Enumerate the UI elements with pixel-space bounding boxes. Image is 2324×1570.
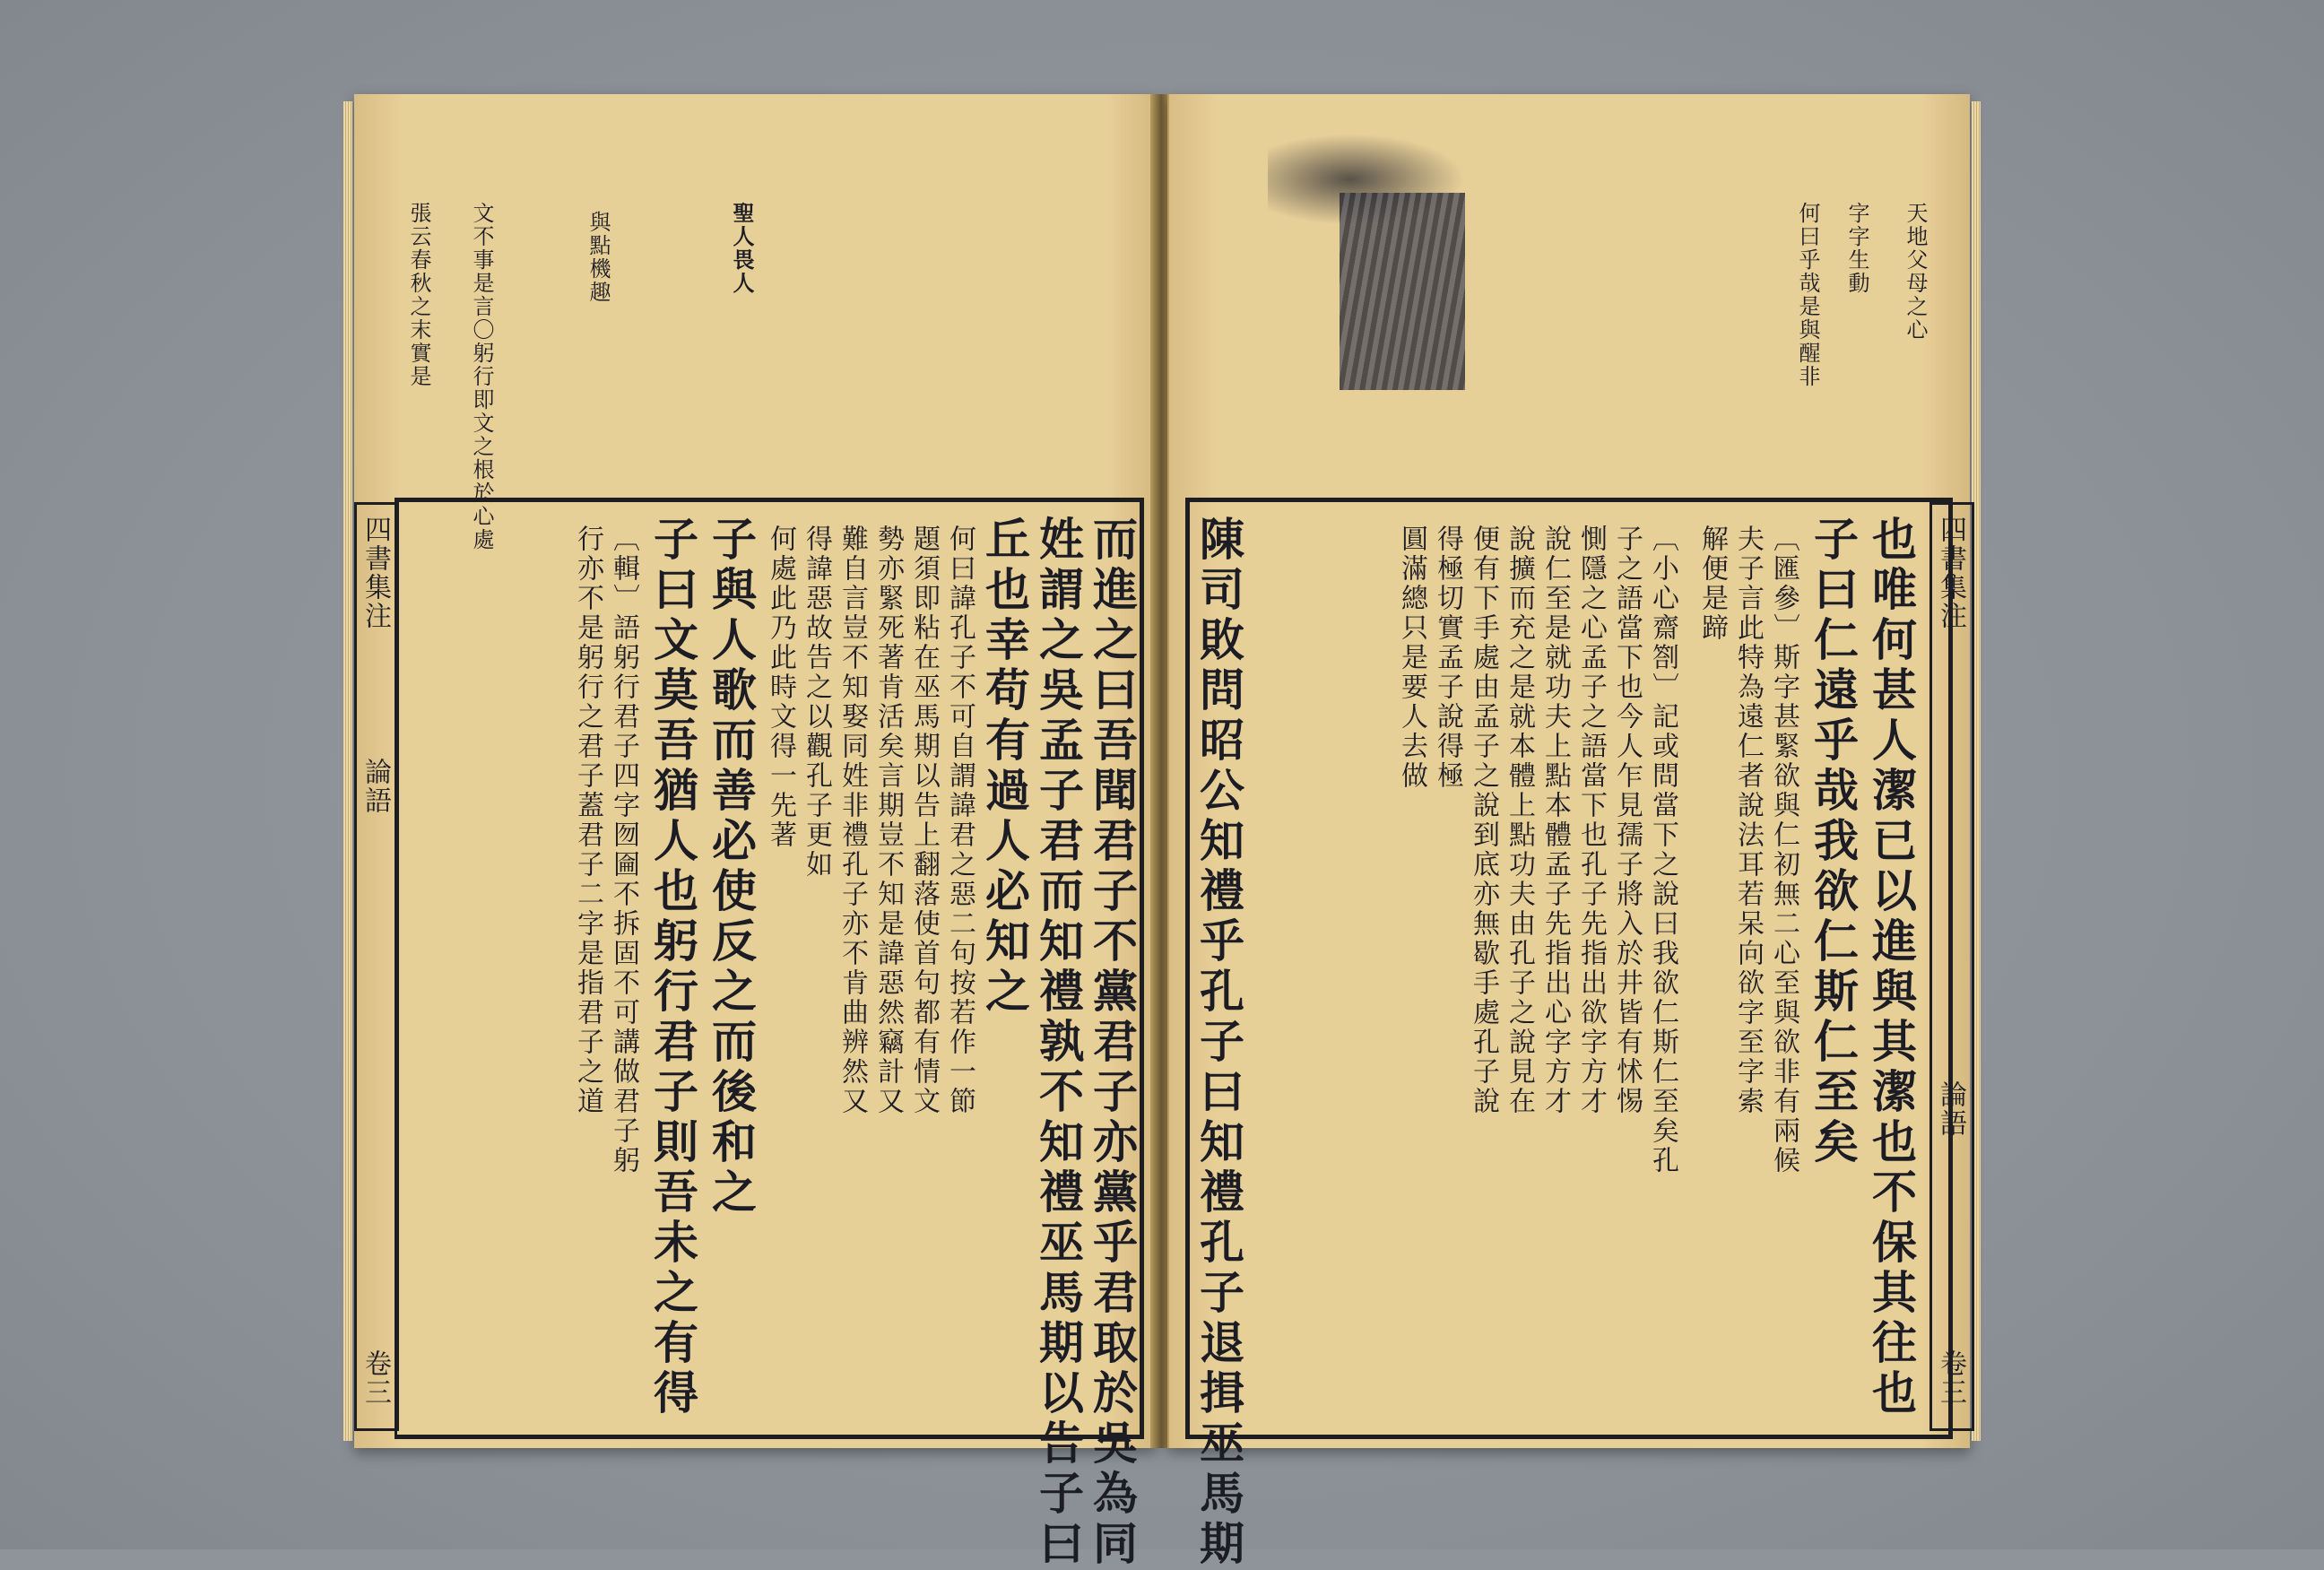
text-column: 也唯何甚人潔已以進與其潔也不保其往也 [1865,516,1918,1419]
text-column: 而進之曰吾聞君子不黨君子亦黨乎君取於吳為同 [1086,516,1139,1570]
text-column: 夫子言此特為遠仁者說法耳若呆向欲字至字索 [1732,525,1764,1116]
text-column: 何處此乃此時文得一先著 [765,525,796,850]
text-column: 題須即粘在巫馬期以告上翻落使首句都有情文 [908,525,940,1116]
text-column: 〔小心齋劄〕記或問當下之說曰我欲仁斯仁至矣孔 [1647,525,1678,1175]
book-title: 四書集注 [360,516,391,630]
volume-number: 卷三 [360,1349,391,1407]
text-column: 陳司敗問昭公知禮乎孔子曰知禮孔子退揖巫馬期 [1192,516,1245,1570]
top-note: 天地父母之心 [1903,202,1928,342]
text-column: 子與人歌而善必使反之而後和之 [705,516,758,1219]
book-title: 四書集注 [1935,516,1966,630]
text-column: 子曰仁遠乎哉我欲仁斯仁至矣 [1807,516,1860,1168]
top-note: 字字生動 [1844,202,1869,295]
text-column: 說擴而充之是就本體上點功夫由孔子之說見在 [1504,525,1535,1116]
top-note: 張云春秋之末實是 [406,202,431,388]
text-column: 說仁至是就功夫上點本體孟子先指出心字方才 [1539,525,1571,1116]
chapter-name: 論語 [360,758,391,815]
left-page [354,94,1157,1570]
margin-header [354,502,399,1431]
text-column: 行亦不是躬行之君子蓋君子二字是指君子之道 [572,525,603,1116]
seal-stamp [1340,193,1465,390]
right-page [1167,94,1970,1570]
text-column: 便有下手處由孟子之說到底亦無歇手處孔子說 [1468,525,1499,1116]
text-column: 〔輯〕語躬行君子四字囫圇不拆固不可講做君子躬 [608,525,639,1175]
text-column: 得諱惡故告之以觀孔子更如 [801,525,832,880]
text-column: 子曰文莫吾猶人也躬行君子則吾未之有得 [646,516,699,1419]
text-column: 子之語當下也今人乍見孺子將入於井皆有怵惕 [1611,525,1643,1116]
text-column: 姓謂之吳孟子君而知禮孰不知禮巫馬期以告子曰 [1032,516,1085,1570]
text-column: 勢亦緊死著肯活矣言期豈不知是諱惡然竊計又 [872,525,904,1116]
text-column: 〔匯參〕斯字甚緊欲與仁初無二心至與欲非有兩候 [1768,525,1799,1175]
text-column: 丘也幸苟有過人必知之 [978,516,1031,1018]
text-column: 惻隱之心孟子之語當下也孔子先指出欲字方才 [1575,525,1607,1116]
text-column: 難自言豈不知娶同姓非禮孔子亦不肯曲辨然又 [837,525,868,1116]
open-book [354,94,1968,1570]
top-note: 文不事是言〇躬行即文之根於心處 [469,202,494,551]
page-edge [343,101,352,1441]
text-column: 圓滿總只是要人去做 [1396,525,1427,791]
text-column: 解便是蹄 [1696,525,1728,643]
margin-header [1929,502,1974,1431]
text-column: 何曰諱孔子不可自謂諱君之惡二句按若作一節 [944,525,976,1116]
bleed-through-text [533,166,564,204]
volume-number: 卷三 [1935,1349,1966,1407]
top-note: 與點機趣 [585,211,611,304]
text-column: 得極切實孟子說得極 [1432,525,1463,791]
chapter-name: 論語 [1935,1080,1966,1138]
top-note: 何曰乎哉是與醒非 [1795,202,1820,388]
top-note: 聖人畏人 [729,202,755,295]
